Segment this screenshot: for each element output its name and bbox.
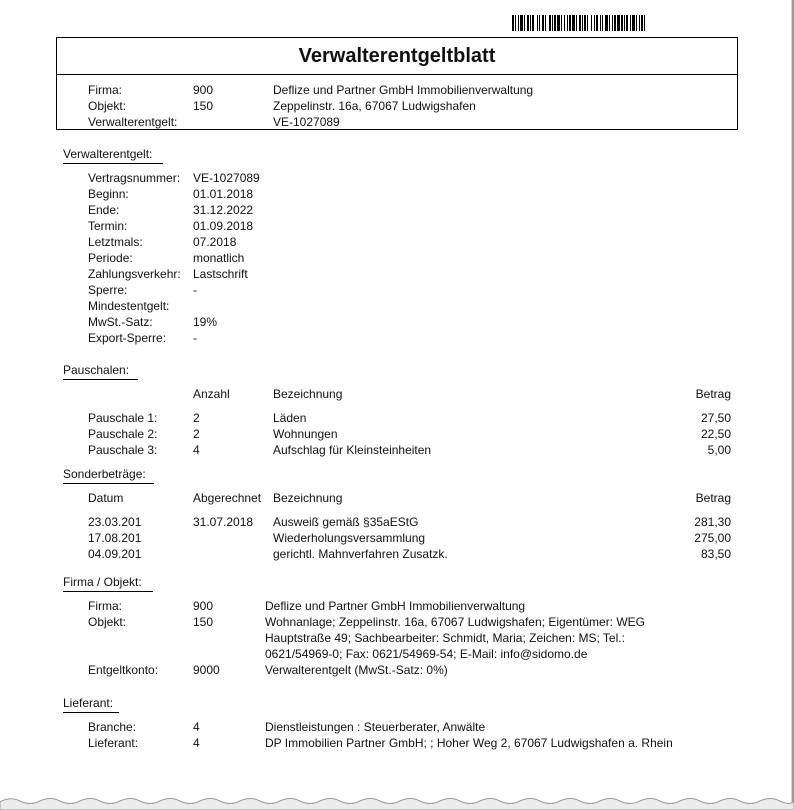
section-verwalterentgelt-rule — [63, 163, 163, 164]
sonder-1-bezeichnung: Ausweiß gemäß §35aEStG — [273, 515, 419, 529]
fo-konto-value: Verwalterentgelt (MwSt.-Satz: 0%) — [265, 663, 448, 677]
lieferant-branche-label: Branche: — [88, 720, 137, 734]
pauschale-3-label: Pauschale 3: — [88, 443, 158, 457]
pauschale-2-anzahl: 2 — [193, 427, 200, 441]
lieferant-branche-num: 4 — [193, 720, 200, 734]
ve-label-vertragsnummer: Vertragsnummer: — [88, 171, 181, 185]
ve-value-vertragsnummer: VE-1027089 — [193, 171, 260, 185]
header-objekt-num: 150 — [193, 99, 214, 113]
ve-label-sperre: Sperre: — [88, 283, 128, 297]
ve-label-export-sperre: Export-Sperre: — [88, 331, 167, 345]
ve-value-periode: monatlich — [193, 251, 245, 265]
pauschale-1-bezeichnung: Läden — [273, 411, 307, 425]
pauschale-3-bezeichnung: Aufschlag für Kleinsteinheiten — [273, 443, 432, 457]
pauschale-1-anzahl: 2 — [193, 411, 200, 425]
lieferant-lieferant-label: Lieferant: — [88, 736, 139, 750]
sonder-2-betrag: 275,00 — [694, 531, 731, 545]
pauschale-2-betrag: 22,50 — [700, 427, 731, 441]
section-firma-objekt-rule — [63, 591, 153, 592]
barcode — [512, 15, 738, 31]
header-ve-label: Verwalterentgelt: — [88, 115, 178, 129]
fo-konto-label: Entgeltkonto: — [88, 663, 159, 677]
ve-value-zahlungsverkehr: Lastschrift — [193, 267, 248, 281]
pauschalen-col-bezeichnung: Bezeichnung — [273, 387, 343, 401]
sonder-2-bezeichnung: Wiederholungsversammlung — [273, 531, 426, 545]
pauschale-1-label: Pauschale 1: — [88, 411, 158, 425]
sonder-1-datum: 23.03.201 — [88, 515, 142, 529]
page-title: Verwalterentgeltblatt — [57, 38, 737, 75]
pauschale-1-betrag: 27,50 — [700, 411, 731, 425]
ve-label-beginn: Beginn: — [88, 187, 129, 201]
sonder-1-betrag: 281,30 — [694, 515, 731, 529]
ve-label-ende: Ende: — [88, 203, 120, 217]
ve-value-sperre: - — [193, 283, 197, 297]
section-pauschalen-heading: Pauschalen: — [63, 363, 130, 377]
ve-value-export-sperre: - — [193, 331, 197, 345]
sonder-2-datum: 17.08.201 — [88, 531, 142, 545]
sonder-col-datum: Datum — [88, 491, 124, 505]
header-firma-num: 900 — [193, 83, 214, 97]
ve-value-letztmals: 07.2018 — [193, 235, 237, 249]
pauschale-3-anzahl: 4 — [193, 443, 200, 457]
ve-label-termin: Termin: — [88, 219, 128, 233]
ve-label-periode: Periode: — [88, 251, 133, 265]
sonder-3-datum: 04.09.201 — [88, 547, 142, 561]
header-ve-value: VE-1027089 — [273, 115, 340, 129]
fo-firma-num: 900 — [193, 599, 214, 613]
lieferant-lieferant-num: 4 — [193, 736, 200, 750]
fo-objekt-num: 150 — [193, 615, 214, 629]
section-sonderbetraege-heading: Sonderbeträge: — [63, 467, 146, 481]
torn-page-edge — [0, 796, 794, 810]
section-verwalterentgelt-heading: Verwalterentgelt: — [63, 147, 153, 161]
section-lieferant-rule — [63, 712, 119, 713]
ve-value-termin: 01.09.2018 — [193, 219, 254, 233]
ve-label-zahlungsverkehr: Zahlungsverkehr: — [88, 267, 181, 281]
fo-objekt-line-2: Hauptstraße 49; Sachbearbeiter: Schmidt, Maria; Zeichen: MS; Tel.: — [265, 631, 625, 645]
pauschale-2-label: Pauschale 2: — [88, 427, 158, 441]
ve-label-mindestentgelt: Mindestentgelt: — [88, 299, 170, 313]
header-box — [56, 37, 738, 130]
sonder-3-betrag: 83,50 — [700, 547, 731, 561]
sonder-col-abgerechnet: Abgerechnet — [193, 491, 262, 505]
fo-firma-value: Deflize und Partner GmbH Immobilienverwaltung — [265, 599, 526, 613]
sonder-col-betrag: Betrag — [695, 491, 731, 505]
fo-objekt-line-3: 0621/54969-0; Fax: 0621/54969-54; E-Mail: info@sidomo.de — [265, 647, 588, 661]
ve-value-beginn: 01.01.2018 — [193, 187, 254, 201]
header-objekt-value: Zeppelinstr. 16a, 67067 Ludwigshafen — [273, 99, 476, 113]
ve-value-ende: 31.12.2022 — [193, 203, 254, 217]
sonder-1-abgerechnet: 31.07.2018 — [193, 515, 254, 529]
fo-objekt-label: Objekt: — [88, 615, 127, 629]
lieferant-lieferant-value: DP Immobilien Partner GmbH; ; Hoher Weg 2, 67067 Ludwigshafen a. Rhein — [265, 736, 673, 750]
section-pauschalen-rule — [63, 379, 138, 380]
header-firma-value: Deflize und Partner GmbH Immobilienverwaltung — [273, 83, 534, 97]
header-firma-label: Firma: — [88, 83, 122, 97]
sonder-3-bezeichnung: gerichtl. Mahnverfahren Zusatzk. — [273, 547, 448, 561]
ve-label-mwst: MwSt.-Satz: — [88, 315, 153, 329]
fo-firma-label: Firma: — [88, 599, 122, 613]
ve-value-mwst: 19% — [193, 315, 218, 329]
header-objekt-label: Objekt: — [88, 99, 127, 113]
pauschalen-col-betrag: Betrag — [695, 387, 731, 401]
lieferant-branche-value: Dienstleistungen : Steuerberater, Anwälte — [265, 720, 486, 734]
pauschale-3-betrag: 5,00 — [707, 443, 731, 457]
section-lieferant-heading: Lieferant: — [63, 696, 114, 710]
section-firma-objekt-heading: Firma / Objekt: — [63, 575, 142, 589]
fo-objekt-line-1: Wohnanlage; Zeppelinstr. 16a, 67067 Ludwigshafen; Eigentümer: WEG — [265, 615, 646, 629]
sonder-col-bezeichnung: Bezeichnung — [273, 491, 343, 505]
pauschale-2-bezeichnung: Wohnungen — [273, 427, 338, 441]
fo-konto-num: 9000 — [193, 663, 220, 677]
pauschalen-col-anzahl: Anzahl — [193, 387, 230, 401]
section-sonderbetraege-rule — [63, 483, 154, 484]
ve-label-letztmals: Letztmals: — [88, 235, 143, 249]
